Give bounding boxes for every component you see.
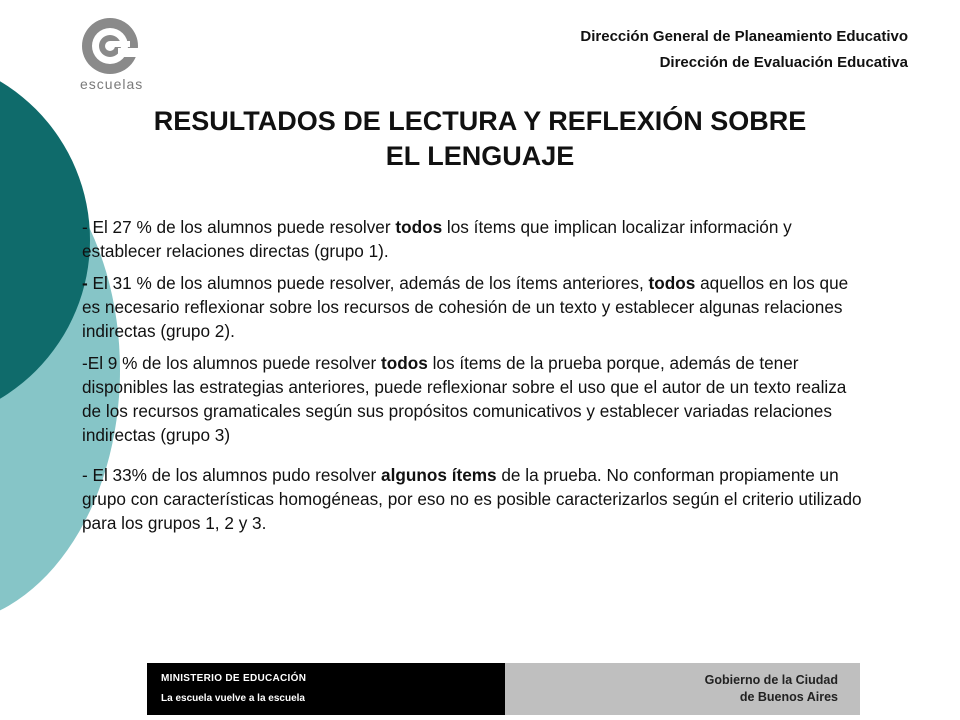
title-line-1: RESULTADOS DE LECTURA Y REFLEXIÓN SOBRE (153, 106, 807, 136)
footer-government-name: Gobierno de la Ciudad de Buenos Aires (704, 673, 838, 704)
result-paragraph-group-2: - El 31 % de los alumnos puede resolver, además de los ítems anteriores, todos aquellos en los que es necesario reflexionar sobre los recursos de cohesión de un texto y establecer algunas relaciones indirectas (grupo 2). (82, 273, 849, 341)
header-line-planeamiento: Dirección General de Planeamiento Educativo (580, 28, 908, 45)
title-line-2: EL LENGUAJE (385, 141, 575, 171)
footer-government (505, 663, 860, 715)
header-institutions (580, 24, 908, 76)
results-content (82, 215, 862, 543)
page-title (90, 104, 870, 174)
result-paragraph-group-3: -El 9 % de los alumnos puede resolver todos los ítems de la prueba porque, además de tener disponibles las estrategias anteriores, puede reflexionar sobre el uso que el autor de un texto realiza de los recursos gramaticales según sus propósitos comunicativos y establecer variadas relaciones indirectas (grupo 3) (82, 353, 847, 445)
footer-ministry-name: MINISTERIO DE EDUCACIÓN (161, 673, 307, 684)
footer-banner (147, 663, 860, 715)
footer-ministry-slogan: La escuela vuelve a la escuela (161, 693, 305, 704)
result-paragraph-remaining: - El 33% de los alumnos pudo resolver algunos ítems de la prueba. No conforman propiamente un grupo con características homogéneas, por eso no es posible caracterizarlos según el criterio utilizado para los grupos 1, 2 y 3. (82, 465, 862, 533)
logo-wordmark: escuelas (80, 76, 144, 92)
result-paragraph-group-1: - El 27 % de los alumnos puede resolver todos los ítems que implican localizar información y establecer relaciones directas (grupo 1). (82, 217, 792, 261)
header-line-evaluacion: Dirección de Evaluación Educativa (659, 54, 908, 71)
footer-ministry (147, 663, 505, 715)
